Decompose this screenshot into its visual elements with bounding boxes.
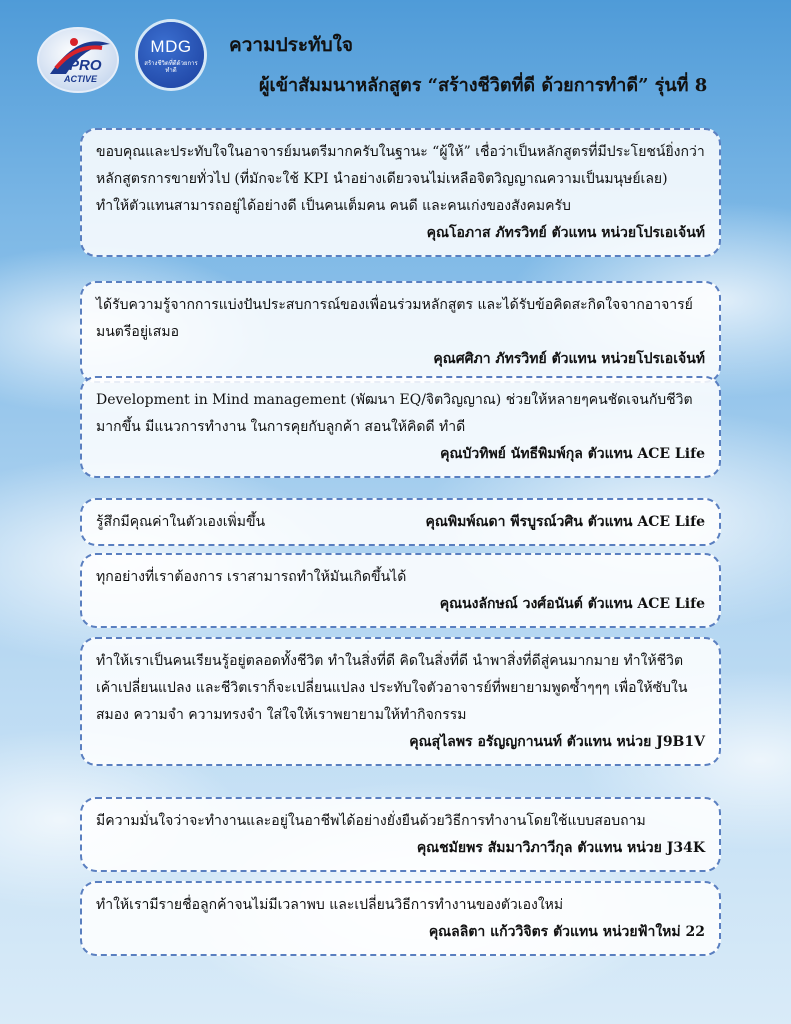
testimonial-author: คุณพิมพ์ณดา พีรบูรณ์วศิน ตัวแทน ACE Life	[425, 514, 705, 530]
pro-active-logo	[36, 24, 120, 94]
testimonial-card	[80, 128, 721, 257]
testimonial-author: คุณโอภาส ภัทรวิทย์ ตัวแทน หน่วยโปรเอเจ้นท์	[426, 225, 705, 241]
testimonial-quote: Development in Mind management (พัฒนา EQ/จิตวิญญาณ) ช่วยให้หลายๆคนชัดเจนกับชีวิตมากขึ้น มีแนวการทำงาน ในการคุยกับลูกค้า สอนให้คิดดี ทำดี	[96, 392, 693, 435]
mdg-logo	[138, 22, 204, 88]
testimonial-author: คุณชมัยพร สัมมาวิภาวีกุล ตัวแทน หน่วย J34K	[416, 840, 705, 856]
testimonial-quote: ได้รับความรู้จากการแบ่งปันประสบการณ์ของเพื่อนร่วมหลักสูตร และได้รับข้อคิดสะกิดใจจากอาจารย์มนตรีอยู่เสมอ	[96, 297, 693, 340]
testimonial-card	[80, 881, 721, 956]
testimonial-card	[80, 376, 721, 478]
testimonial-card	[80, 281, 721, 383]
testimonial-quote: ทำให้เราเป็นคนเรียนรู้อยู่ตลอดทั้งชีวิต ทำในสิ่งที่ดี คิดในสิ่งที่ดี นำพาสิ่งที่ดีสู่คนมากมาย ทำให้ชีวิตเค้าเปลี่ยนแปลง และชีวิตเราก็จะเปลี่ยนแปลง ประทับใจตัวอาจารย์ที่พยายามพูดซ้ำๆๆๆ เพื่อให้ซับในสมอง ความจำ ความทรงจำ ใส่ใจให้เราพยายามให้ทำกิจกรรม	[96, 653, 688, 723]
testimonial-author: คุณสุไลพร อรัญญกานนท์ ตัวแทน หน่วย J9B1V	[409, 734, 705, 750]
pro-active-logo-line1: PRO	[69, 57, 102, 74]
testimonial-author: คุณบัวทิพย์ นัทธีพิมพ์กุล ตัวแทน ACE Life	[440, 446, 705, 462]
page-subtitle: ผู้เข้าสัมมนาหลักสูตร “สร้างชีวิตที่ดี ด้วยการทำดี” รุ่นที่ 8	[259, 75, 708, 96]
page-header	[0, 0, 791, 110]
testimonial-quote: รู้สึกมีคุณค่าในตัวเองเพิ่มขึ้น	[96, 514, 266, 530]
testimonial-quote: ทุกอย่างที่เราต้องการ เราสามารถทำให้มันเกิดขึ้นได้	[96, 569, 407, 585]
testimonial-author: คุณศศิภา ภัทรวิทย์ ตัวแทน หน่วยโปรเอเจ้นท์	[433, 351, 705, 367]
testimonial-quote: มีความมั่นใจว่าจะทำงานและอยู่ในอาชีพได้อย่างยั่งยืนด้วยวิธีการทำงานโดยใช้แบบสอบถาม	[96, 813, 646, 829]
testimonial-card	[80, 637, 721, 766]
testimonial-card	[80, 797, 721, 872]
testimonial-card	[80, 553, 721, 628]
mdg-logo-name: MDG	[150, 37, 192, 56]
testimonial-quote: ทำให้เรามีรายชื่อลูกค้าจนไม่มีเวลาพบ และเปลี่ยนวิธีการทำงานของตัวเองใหม่	[96, 897, 564, 913]
testimonial-author: คุณนงลักษณ์ วงศ์อนันต์ ตัวแทน ACE Life	[439, 596, 705, 612]
pro-active-logo-line2: ACTIVE	[64, 74, 98, 84]
mdg-logo-tagline: สร้างชีวิตที่ดีด้วยการทำดี	[144, 60, 198, 74]
page-title: ความประทับใจ	[229, 34, 354, 56]
testimonial-author: คุณลลิตา แก้ววิจิตร ตัวแทน หน่วยฟ้าใหม่ 22	[428, 924, 705, 940]
testimonial-card	[80, 498, 721, 546]
testimonial-quote: ขอบคุณและประทับใจในอาจารย์มนตรีมากครับในฐานะ “ผู้ให้” เชื่อว่าเป็นหลักสูตรที่มีประโยชน์ยิ่งกว่าหลักสูตรการขายทั่วไป (ที่มักจะใช้ KPI นำอย่างเดียวจนไม่เหลือจิตวิญญาณความเป็นมนุษย์เลย) ทำให้ตัวแทนสามารถอยู่ได้อย่างดี เป็นคนเต็มคน คนดี และคนเก่งของสังคมครับ	[96, 144, 705, 214]
